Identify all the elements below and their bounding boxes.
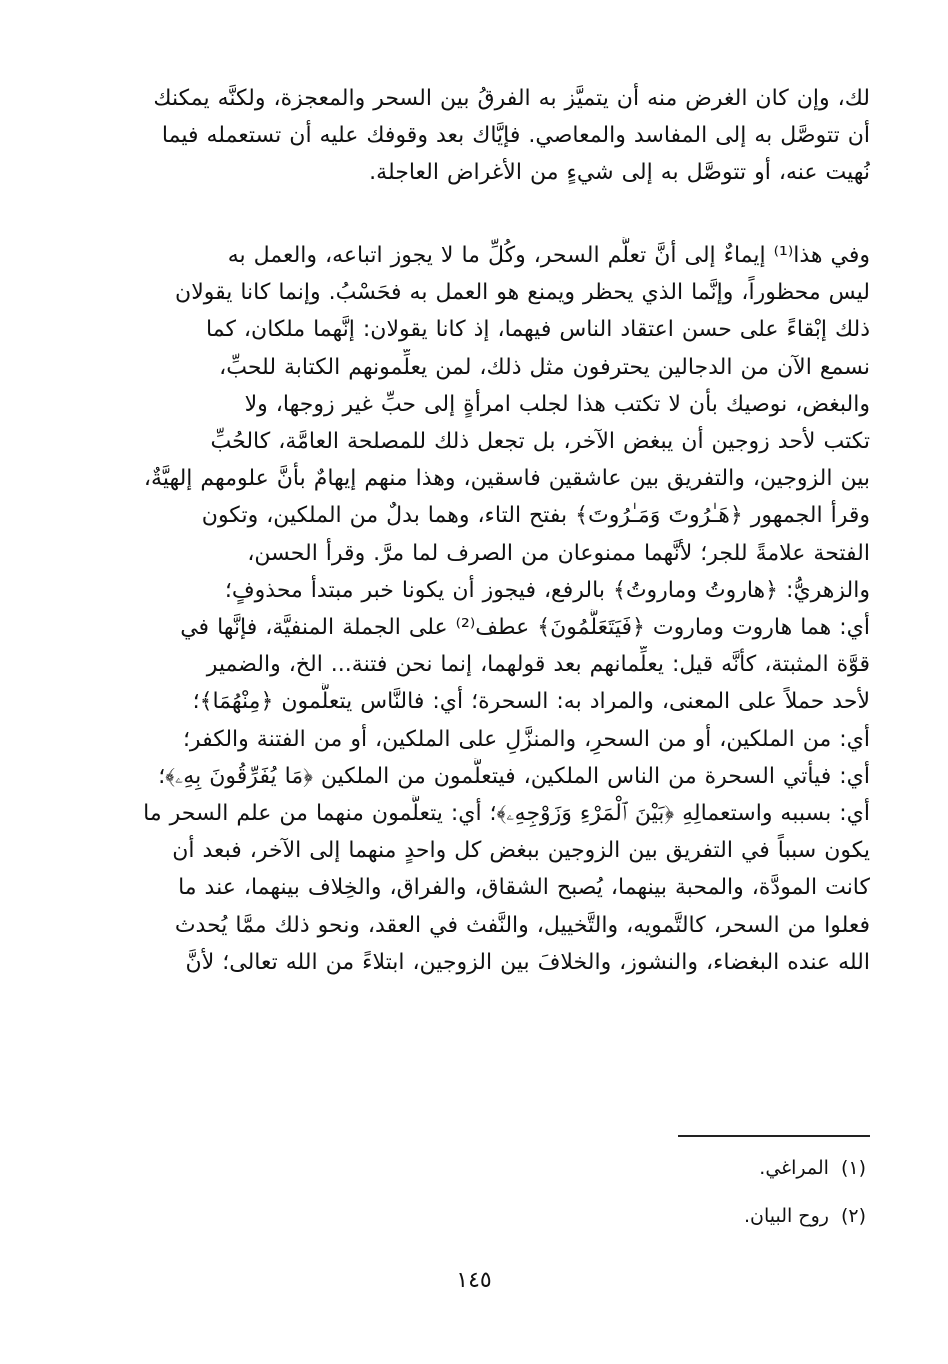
- text-line: ليس محظوراً، وإنَّما الذي يحظر ويمنع هو العمل به فحَسْبُ. وإنما كانا يقولان: [175, 280, 870, 306]
- text-line: ذلك إبْقاءً على حسن اعتقاد الناس فيهما، إذ كانا يقولان: إنَّهما ملكان، كما: [206, 317, 870, 343]
- text-line: والزهريُّ: ﴿هاروتُ وماروتُ﴾ بالرفع، فيجوز أن يكونا خبر مبتدأ محذوفٍ؛: [224, 577, 870, 603]
- text-line: يكون سبباً في التفريق بين الزوجين ببغض كل واحدٍ منهما إلى الآخر، فبعد أن: [172, 838, 870, 864]
- text-line: تكتب لأحد زوجين أن يبغض الآخر، بل تجعل ذلك للمصلحة العامَّة، كالحُبِّ: [210, 429, 870, 455]
- text-line: أي: فيأتي السحرة من الناس الملكين، فيتعلَّمون من الملكين ﴿مَا يُفَرِّقُونَ بِهِۦ﴾؛: [158, 763, 870, 789]
- text-line: الله عنده البغضاء، والنشوز، والخلافَ بين الزوجين، ابتلاءً من الله تعالى؛ لأنَّ: [185, 949, 870, 975]
- text-line: لك، وإن كان الغرض منه أن يتميَّز به الفرقُ بين السحر والمعجزة، ولكنَّه يمكنك: [153, 86, 870, 111]
- paragraph-2: [90, 237, 870, 981]
- text-line: وفي هذا⁽¹⁾ إيماءٌ إلى أنَّ تعلُّم السحر، وكُلِّ ما لا يجوز اتباعه، والعمل به: [227, 243, 870, 268]
- footnote-number: (١): [840, 1157, 866, 1179]
- footnote-number: (٢): [840, 1205, 866, 1227]
- footnote-2: [90, 1199, 866, 1233]
- text-line: وقرأ الجمهور ﴿هَـٰرُوتَ وَمَـٰرُوتَ﴾ بفتح التاء، وهما بدلٌ من الملكين، وتكون: [201, 503, 870, 529]
- text-line: والبغض، نوصيك بأن لا تكتب هذا لجلب امرأةٍ إلى حبِّ غير زوجها، ولا: [244, 391, 870, 417]
- footnote-text: روح البيان.: [743, 1205, 829, 1227]
- footnote-1: [90, 1151, 866, 1185]
- text-line: نُهيت عنه، أو تتوصَّل به إلى شيءٍ من الأغراض العاجلة.: [369, 160, 870, 186]
- text-line: كانت المودَّة، والمحبة بينهما، يُصبح الشقاق، والفراق، والخِلاف بينهما، عند ما: [178, 875, 870, 901]
- footnote-text: المراغي.: [759, 1157, 829, 1179]
- page-number: ١٤٥: [456, 1268, 492, 1293]
- text-line: نسمع الآن من الدجالين يحترفون مثل ذلك، لمن يعلِّمونهم الكتابة للحبِّ،: [219, 354, 870, 380]
- paragraph-1: [90, 80, 870, 192]
- text-line: قوَّة المثبتة، كأنَّه قيل: يعلِّمانهم بعد قولهما، إنما نحن فتنة... الخ، والضمير: [206, 652, 870, 678]
- text-line: أي: من الملكين، أو من السحرِ، والمنزَّلِ على الملكين، أو من الفتنة والكفر؛: [182, 726, 870, 752]
- footnote-divider: [678, 1135, 870, 1137]
- text-line: أن تتوصَّل به إلى المفاسد والمعاصي. فإيَّاك بعد وقوفك عليه أن تستعمله فيما: [161, 123, 870, 149]
- text-line: بين الزوجين، والتفريق بين عاشقين فاسقين، وهذا منهم إيهامٌ بأنَّ علومهم إلهيَّةٌ،: [143, 466, 870, 492]
- text-line: لأحد حملاً على المعنى، والمراد به: السحرة؛ أي: فالنَّاس يتعلَّمون ﴿مِنْهُمَا﴾؛: [192, 689, 870, 715]
- text-line: أي: هما هاروت وماروت ﴿فَيَتَعَلَّمُونَ﴾ عطف⁽²⁾ على الجملة المنفيَّة، فإنَّها في: [180, 615, 870, 641]
- text-line: فعلوا من السحر، كالتَّمويه، والتَّخييل، والنَّفث في العقد، ونحو ذلك ممَّا يُحدث: [174, 912, 870, 938]
- text-line: أي: بسببه واستعمالِهِ ﴿بَيْنَ ٱلْمَرْءِ وَزَوْجِهِۦ﴾؛ أي: يتعلَّمون منهما من علم السحر ما: [143, 801, 870, 827]
- text-line: الفتحة علامةً للجر؛ لأنَّهما ممنوعان من الصرف لما مرَّ. وقرأ الحسن،: [247, 540, 870, 566]
